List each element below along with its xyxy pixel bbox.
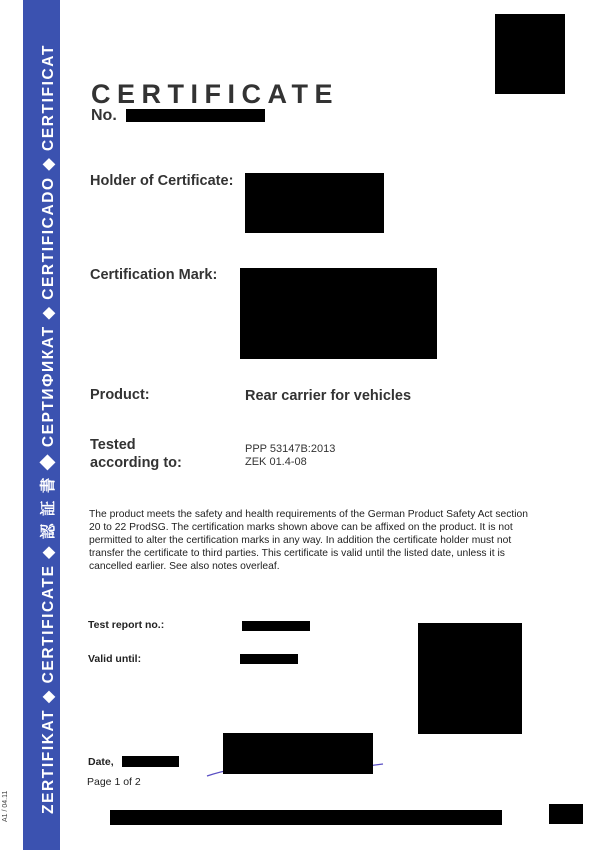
redacted-valid-until bbox=[240, 654, 298, 664]
standard-2: ZEK 01.4-08 bbox=[245, 456, 307, 468]
holder-label: Holder of Certificate: bbox=[90, 173, 234, 189]
redacted-certificate-number bbox=[126, 109, 265, 122]
redacted-certification-mark bbox=[240, 268, 437, 359]
product-value: Rear carrier for vehicles bbox=[245, 388, 412, 404]
side-strip-text: ZERTIFIKAT ◆ CERTIFICATE ◆ 認 証 書 ◆ СЕРТИФИКАТ ◆ CERTIFICADO ◆ CERTIFICAT bbox=[40, 43, 57, 814]
certificate-statement: The product meets the safety and health requirements of the German Product Safety Act section 20 to 22 ProdSG. The certification marks shown above can be affixed on the product. It is not permitted to alter the certification marks in any way. In addition the certificate holder must not transfer the certificate to third parties. This certificate is valid until the listed date, unless it is cancelled earlier. See also notes overleaf. bbox=[89, 509, 529, 572]
certification-mark-label: Certification Mark: bbox=[90, 267, 218, 283]
form-version: A1 / 04.11 bbox=[2, 790, 9, 822]
redacted-logo bbox=[495, 14, 565, 94]
redacted-holder bbox=[245, 173, 384, 233]
date-label: Date, bbox=[88, 756, 114, 768]
redacted-test-report-number bbox=[242, 621, 310, 631]
product-label: Product: bbox=[90, 387, 150, 403]
standard-1: PPP 53147B:2013 bbox=[245, 443, 336, 455]
redacted-signature bbox=[223, 733, 373, 774]
redacted-footer-text bbox=[110, 810, 502, 825]
page-number: Page 1 of 2 bbox=[87, 776, 141, 788]
tested-label-line2: according to: bbox=[90, 455, 182, 471]
redacted-date bbox=[122, 756, 179, 767]
redacted-footer-code bbox=[549, 804, 583, 824]
valid-until-label: Valid until: bbox=[88, 653, 142, 665]
page-title: CERTIFICATE bbox=[91, 79, 339, 109]
redacted-stamp bbox=[418, 623, 522, 734]
certificate-number-label: No. bbox=[91, 107, 117, 124]
tested-label-line1: Tested bbox=[90, 437, 136, 453]
test-report-label: Test report no.: bbox=[88, 619, 165, 631]
